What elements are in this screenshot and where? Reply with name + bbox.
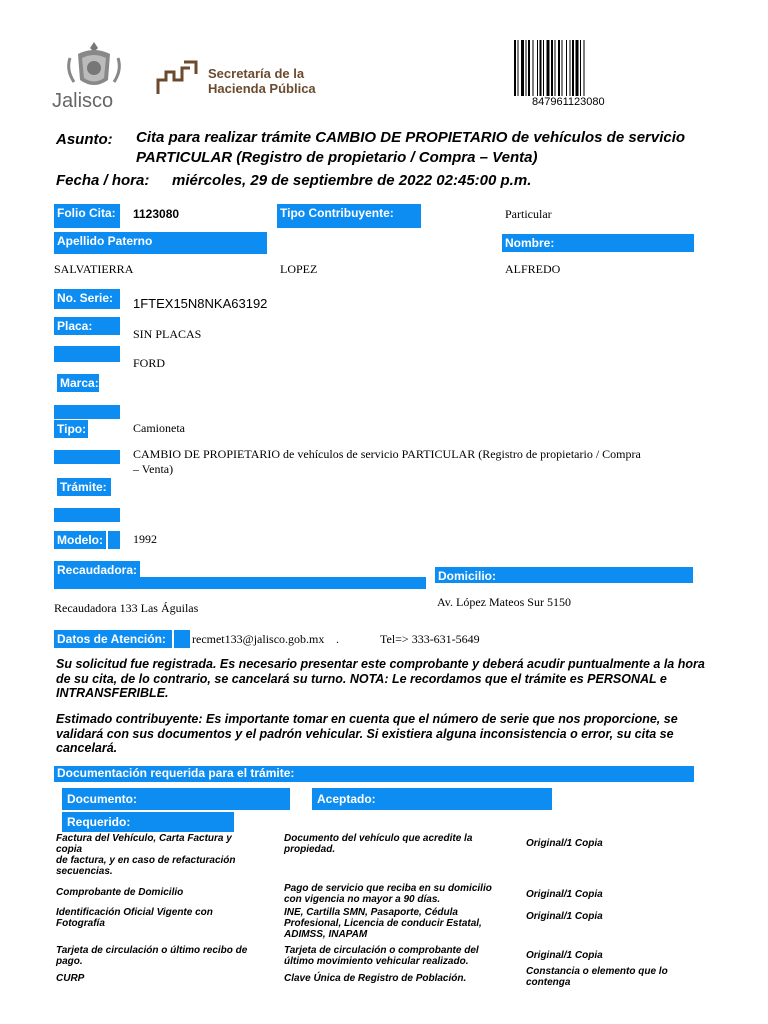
tipo-value: Camioneta (133, 421, 185, 435)
marca-blue-bar (54, 346, 120, 362)
row3-aceptado: INE, Cartilla SMN, Pasaporte, Cédula Profesional, Licencia de conducir Estatal, ADIMSS, INAPAM (284, 907, 482, 940)
col-requerido-header: Requerido: (62, 812, 234, 832)
recaudadora-label: Recaudadora: (54, 561, 140, 577)
tipo-contribuyente-label: Tipo Contribuyente: (277, 204, 421, 228)
nombre-label: Nombre: (502, 234, 694, 252)
asunto-line2: PARTICULAR (Registro de propietario / Compra – Venta) (136, 149, 538, 166)
tipo-blue-bar (54, 405, 120, 419)
atencion-marker (174, 630, 190, 648)
fecha-label: Fecha / hora: (56, 172, 150, 189)
jalisco-coat-of-arms-icon (64, 40, 124, 92)
jalisco-logo-text: Jalisco (52, 90, 114, 112)
tramite-value-line1: CAMBIO DE PROPIETARIO de vehículos de servicio PARTICULAR (Registro de propietario / Compra (133, 447, 641, 461)
fecha-value: miércoles, 29 de septiembre de 2022 02:45:00 p.m. (172, 172, 532, 189)
row2-documento: Comprobante de Domicilio (56, 887, 184, 898)
barcode-number: 847961123080 (532, 96, 605, 108)
recaudadora-blue-bar (54, 577, 426, 589)
serie-label: No. Serie: (54, 289, 120, 309)
tramite-label: Trámite: (57, 478, 111, 496)
marca-value: FORD (133, 356, 166, 370)
col-aceptado-header: Aceptado: (312, 788, 552, 810)
serie-value: 1FTEX15N8NKA63192 (133, 296, 268, 311)
barcode (512, 40, 622, 112)
barcode-icon (512, 40, 622, 96)
tramite-value-line2: – Venta) (133, 462, 174, 476)
marca-label: Marca: (57, 374, 99, 392)
hacienda-logo (154, 58, 344, 102)
row2-aceptado: Pago de servicio que reciba en su domicilio con vigencia no mayor a 90 días. (284, 883, 492, 905)
atencion-dot: . (336, 632, 339, 646)
row4-aceptado: Tarjeta de circulación o comprobante del último movimiento vehicular realizado. (284, 945, 479, 967)
atencion-email[interactable]: recmet133@jalisco.gob.mx (192, 632, 325, 646)
asunto-label: Asunto: (56, 131, 113, 148)
recaudadora-value: Recaudadora 133 Las Águilas (54, 601, 199, 615)
notice-registered: Su solicitud fue registrada. Es necesario presentar este comprobante y deberá acudir puntualmente a la hora de su cita, de lo contrario, se cancelará su turno. NOTA: Le recordamos que el trámite es PERSONAL e INTRANSFERIBLE. (56, 657, 705, 700)
domicilio-value: Av. López Mateos Sur 5150 (437, 595, 571, 609)
row3-requerido: Original/1 Copia (526, 911, 603, 922)
docs-title: Documentación requerida para el trámite: (54, 766, 694, 782)
placa-label: Placa: (54, 317, 120, 335)
atencion-tel: Tel=> 333-631-5649 (380, 632, 480, 646)
nombre-value: ALFREDO (505, 262, 561, 276)
apellido-materno-value: LOPEZ (280, 262, 318, 276)
modelo-label: Modelo: (54, 531, 106, 549)
notice-serial: Estimado contribuyente: Es importante tomar en cuenta que el número de serie que nos proporcione, se validará con sus documentos y el padrón vehicular. Si existiera alguna inconsistencia o error, su cita se cancelará. (56, 712, 678, 755)
growth-chart-icon (154, 58, 200, 98)
tipo-contribuyente-value: Particular (505, 207, 552, 221)
secretaria-line2: Hacienda Pública (208, 81, 316, 96)
folio-value: 1123080 (133, 207, 180, 221)
asunto-line1: Cita para realizar trámite CAMBIO DE PROPIETARIO de vehículos de servicio (136, 129, 686, 146)
row5-requerido: Constancia o elemento que lo contenga (526, 966, 668, 988)
tipo-label: Tipo: (54, 420, 88, 438)
domicilio-label: Domicilio: (435, 567, 693, 583)
col-documento-header: Documento: (62, 788, 290, 810)
row3-documento: Identificación Oficial Vigente con Fotografía (56, 907, 213, 929)
row1-documento: Factura del Vehículo, Carta Factura y copia de factura, y en caso de refacturación secuencias. (56, 833, 236, 877)
jalisco-logo (52, 40, 132, 112)
folio-label: Folio Cita: (54, 204, 120, 228)
row1-requerido: Original/1 Copia (526, 838, 603, 849)
modelo-marker (108, 531, 120, 549)
apellido-paterno-label: Apellido Paterno (54, 232, 267, 254)
tramite-blue-bar (54, 450, 120, 464)
modelo-blue-bar (54, 508, 120, 522)
row4-requerido: Original/1 Copia (526, 950, 603, 961)
row5-aceptado: Clave Única de Registro de Población. (284, 973, 467, 984)
row4-documento: Tarjeta de circulación o último recibo de pago. (56, 945, 248, 967)
placa-value: SIN PLACAS (133, 327, 202, 341)
modelo-value: 1992 (133, 532, 157, 546)
apellido-paterno-value: SALVATIERRA (54, 262, 134, 276)
row2-requerido: Original/1 Copia (526, 889, 603, 900)
atencion-label: Datos de Atención: (54, 630, 172, 648)
secretaria-line1: Secretaría de la (208, 66, 305, 81)
row5-documento: CURP (56, 973, 85, 984)
row1-aceptado: Documento del vehículo que acredite la propiedad. (284, 833, 473, 855)
